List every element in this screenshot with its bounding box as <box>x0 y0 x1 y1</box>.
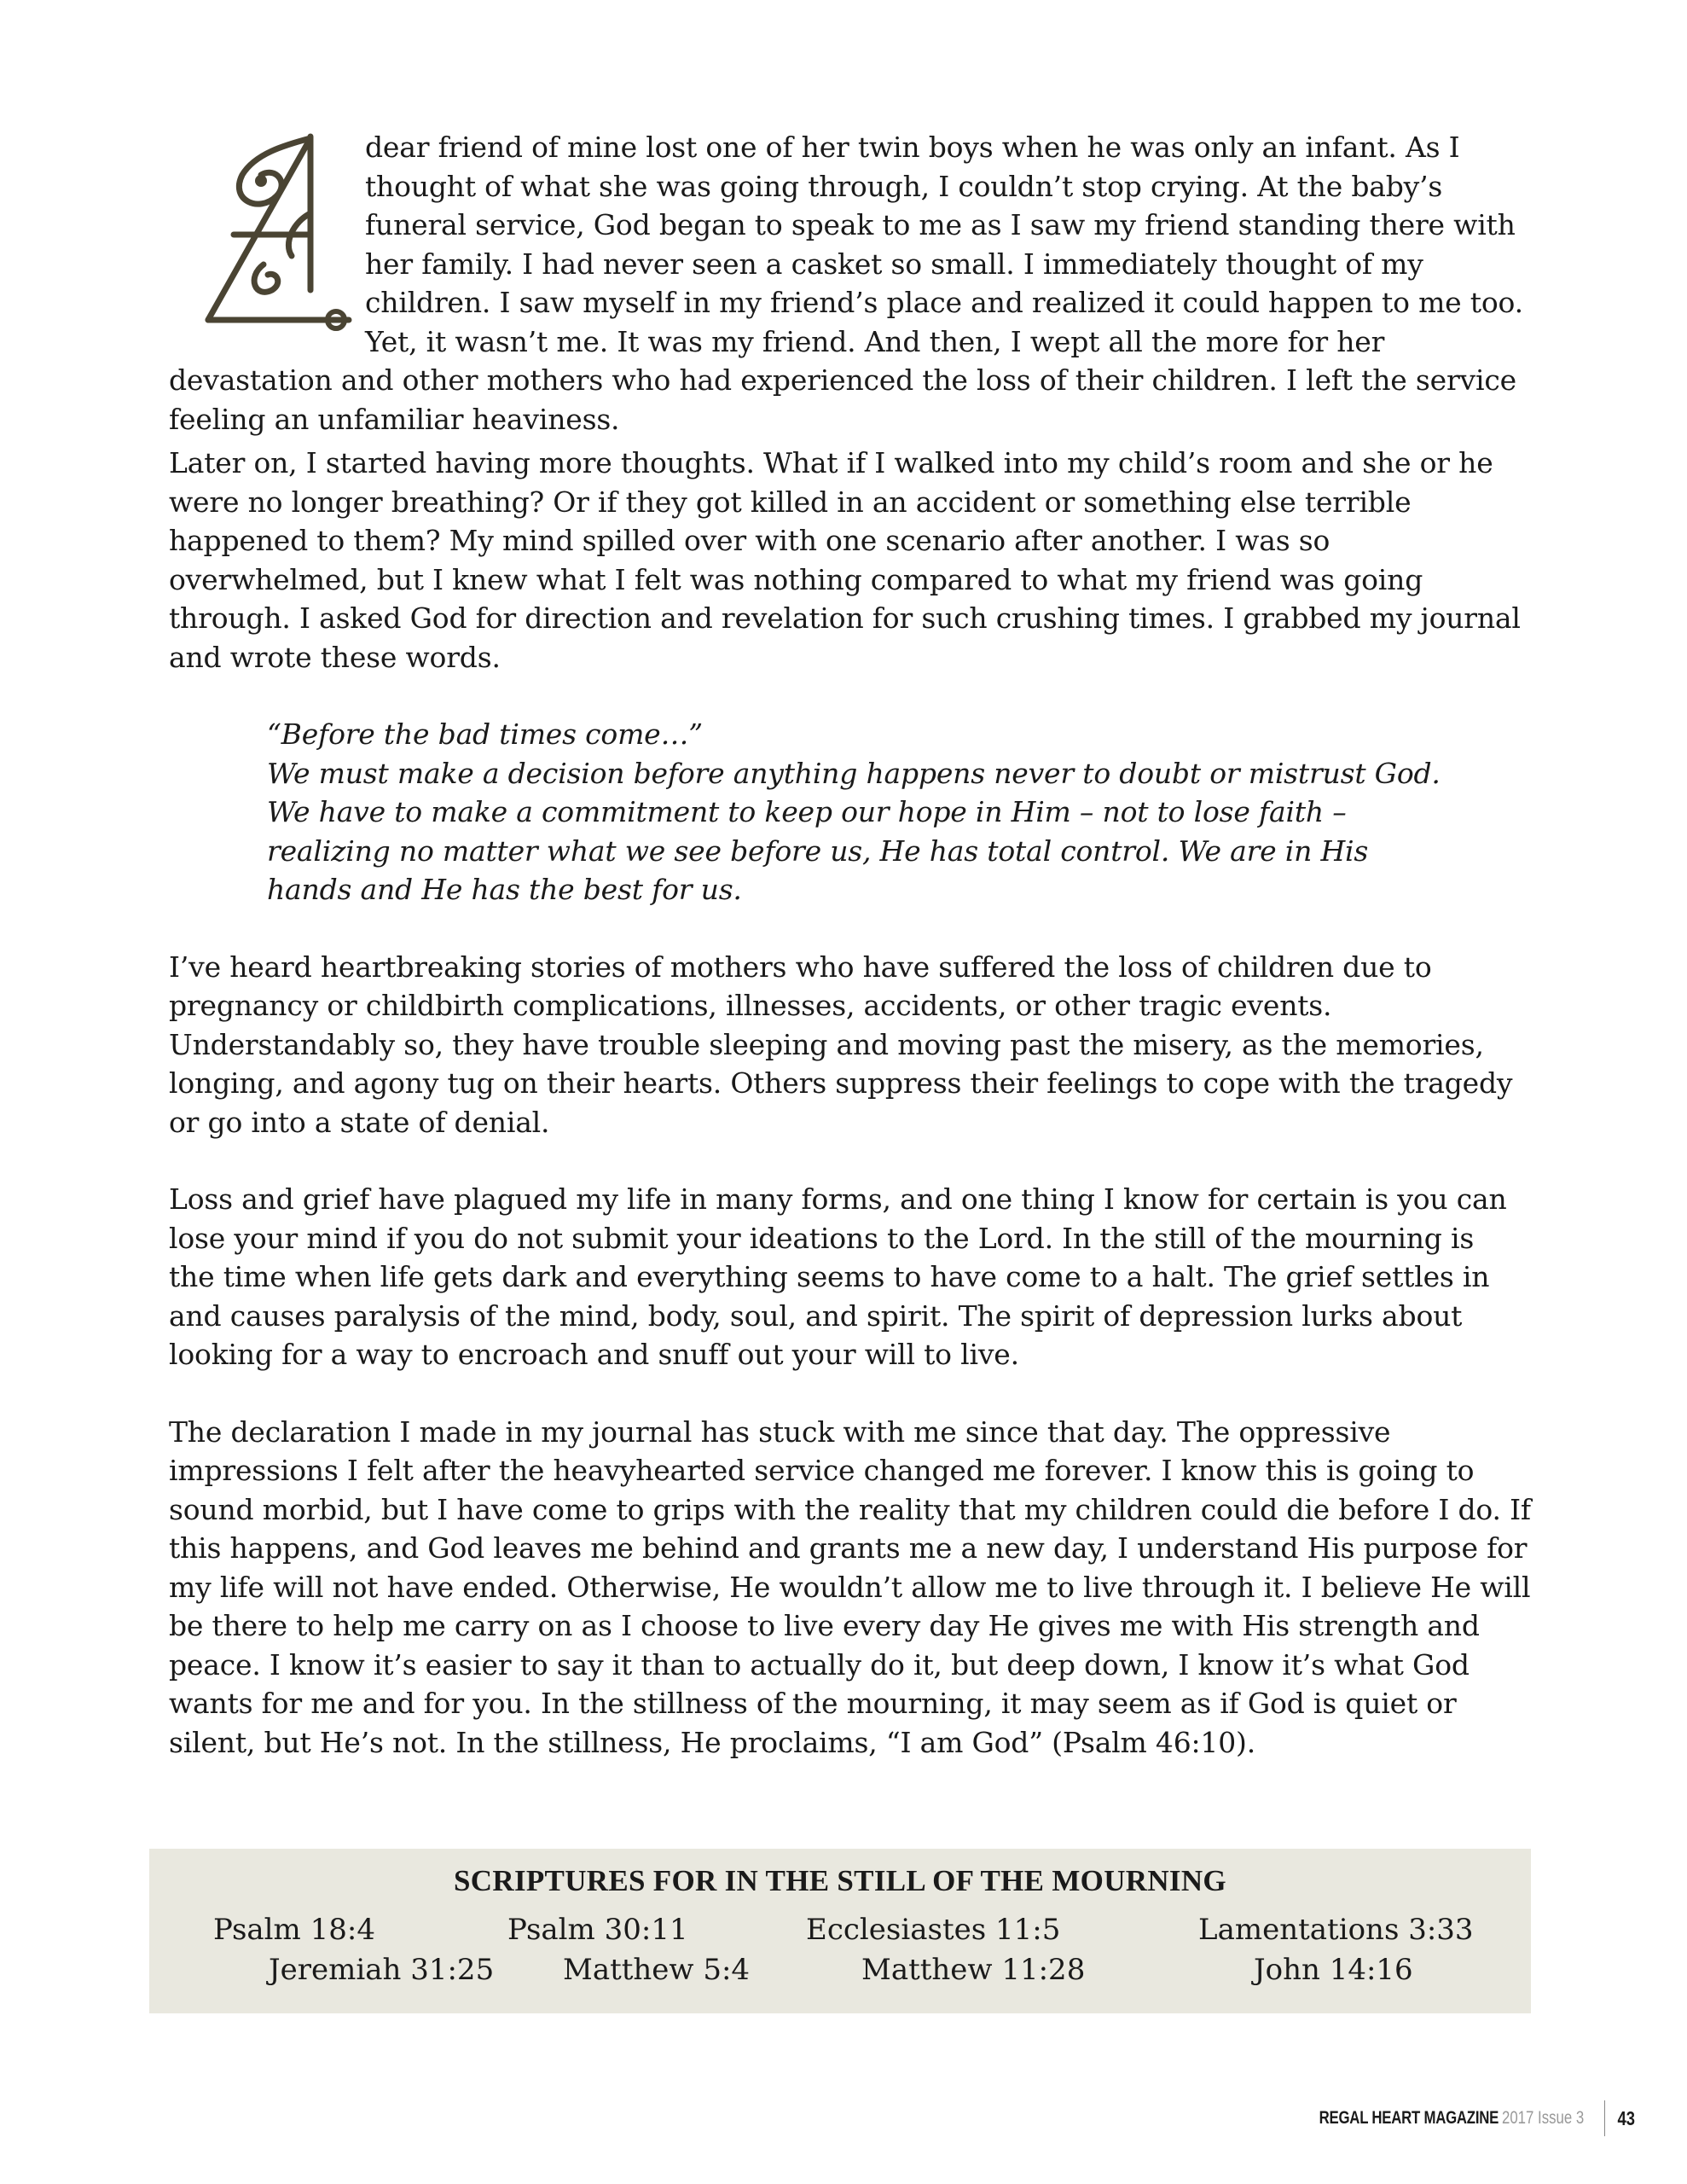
paragraph-line: Understandably so, they have trouble sleeping and moving past the misery, as the memories, <box>169 1027 1484 1061</box>
drop-cap-letter-a-icon <box>183 128 353 341</box>
paragraph-line: silent, but He’s not. In the stillness, He proclaims, “I am God” (Psalm 46:10). <box>169 1725 1255 1759</box>
paragraph-5 <box>169 1413 1531 1763</box>
intro-paragraph <box>169 128 1523 444</box>
quote-line: “Before the bad times come…” <box>267 717 703 751</box>
intro-line: thought of what she was going through, I couldn’t stop crying. At the baby’s <box>365 169 1443 203</box>
intro-line: funeral service, God began to speak to me as I saw my friend standing there with <box>365 208 1516 241</box>
scripture-ref: Matthew 5:4 <box>563 1953 751 1987</box>
scriptures-title: SCRIPTURES FOR IN THE STILL OF THE MOURNING <box>454 1864 1226 1897</box>
article-body <box>169 128 1531 1800</box>
page-footer <box>1274 2100 1638 2136</box>
paragraph-line: sound morbid, but I have come to grips with the reality that my children could die before I do. If <box>169 1492 1531 1526</box>
paragraph-line: overwhelmed, but I knew what I felt was nothing compared to what my friend was going <box>169 562 1423 596</box>
scripture-ref: Jeremiah 31:25 <box>269 1953 495 1987</box>
paragraph-line: this happens, and God leaves me behind and grants me a new day, I understand His purpose for <box>169 1531 1528 1565</box>
quote-line: We have to make a commitment to keep our hope in Him – not to lose faith – <box>267 795 1347 828</box>
paragraph-line: my life will not have ended. Otherwise, He wouldn’t allow me to live through it. I believe He will <box>169 1570 1531 1604</box>
paragraph-line: impressions I felt after the heavyhearted service changed me forever. I know this is going to <box>169 1454 1475 1487</box>
paragraph-line: pregnancy or childbirth complications, illnesses, accidents, or other tragic events. <box>169 989 1332 1022</box>
scripture-ref: Matthew 11:28 <box>861 1953 1086 1987</box>
paragraph-line: wants for me and for you. In the stillness of the mourning, it may seem as if God is quiet or <box>169 1687 1457 1720</box>
paragraph-line: and wrote these words. <box>169 640 501 674</box>
scripture-ref: Psalm 18:4 <box>213 1913 375 1947</box>
journal-quote <box>267 715 1516 909</box>
paragraph-3 <box>169 948 1516 1142</box>
scripture-ref: John 14:16 <box>1254 1953 1413 1987</box>
intro-line: feeling an unfamiliar heaviness. <box>169 402 620 436</box>
quote-line: hands and He has the best for us. <box>267 873 742 906</box>
intro-line: her family. I had never seen a casket so small. I immediately thought of my <box>365 247 1423 281</box>
paragraph-line: Later on, I started having more thoughts. What if I walked into my child’s room and she or he <box>169 446 1493 479</box>
quote-line: We must make a decision before anything happens never to doubt or mistrust God. <box>267 756 1441 790</box>
paragraph-line: I’ve heard heartbreaking stories of mothers who have suffered the loss of children due to <box>169 950 1432 984</box>
paragraph-line: were no longer breathing? Or if they got killed in an accident or something else terrible <box>169 485 1412 519</box>
scripture-ref: Psalm 30:11 <box>507 1913 688 1947</box>
paragraph-line: be there to help me carry on as I choose to live every day He gives me with His strength and <box>169 1609 1480 1642</box>
intro-line: Yet, it wasn’t me. It was my friend. And then, I wept all the more for her <box>365 324 1385 358</box>
intro-line: devastation and other mothers who had experienced the loss of their children. I left the service <box>169 363 1516 397</box>
page-number: 43 <box>1617 2106 1636 2129</box>
paragraph-line: Loss and grief have plagued my life in many forms, and one thing I know for certain is you can <box>169 1182 1507 1216</box>
paragraph-line: happened to them? My mind spilled over with one scenario after another. I was so <box>169 524 1330 557</box>
drop-cap-ornament <box>183 128 353 341</box>
scriptures-box <box>149 1849 1531 2013</box>
paragraph-line: The declaration I made in my journal has stuck with me since that day. The oppressive <box>169 1414 1391 1449</box>
intro-line: dear friend of mine lost one of her twin boys when he was only an infant. As I <box>365 131 1460 164</box>
paragraph-2 <box>169 444 1521 677</box>
paragraph-4 <box>169 1180 1516 1374</box>
quote-line: realizing no matter what we see before us, He has total control. We are in His <box>267 834 1369 868</box>
paragraph-line: looking for a way to encroach and snuff out your will to live. <box>169 1338 1019 1371</box>
footer-divider <box>1604 2100 1605 2136</box>
paragraph-line: or go into a state of denial. <box>169 1105 550 1139</box>
issue-label: 2017 Issue 3 <box>1502 2108 1585 2128</box>
paragraph-line: lose your mind if you do not submit your ideations to the Lord. In the still of the mourning is <box>169 1221 1475 1255</box>
scripture-ref: Lamentations 3:33 <box>1198 1913 1474 1947</box>
paragraph-line: longing, and agony tug on their hearts. Others suppress their feelings to cope with the tragedy <box>169 1066 1513 1100</box>
paragraph-line: and causes paralysis of the mind, body, soul, and spirit. The spirit of depression lurks about <box>169 1298 1463 1333</box>
paragraph-line: the time when life gets dark and everything seems to have come to a halt. The grief settles in <box>169 1260 1490 1293</box>
intro-line: children. I saw myself in my friend’s place and realized it could happen to me too. <box>365 286 1523 319</box>
scripture-ref: Ecclesiastes 11:5 <box>806 1913 1061 1947</box>
paragraph-line: peace. I know it’s easier to say it than to actually do it, but deep down, I know it’s what God <box>169 1647 1470 1682</box>
paragraph-line: through. I asked God for direction and revelation for such crushing times. I grabbed my journal <box>169 601 1521 635</box>
magazine-name: REGAL HEART MAGAZINE <box>1319 2108 1499 2128</box>
